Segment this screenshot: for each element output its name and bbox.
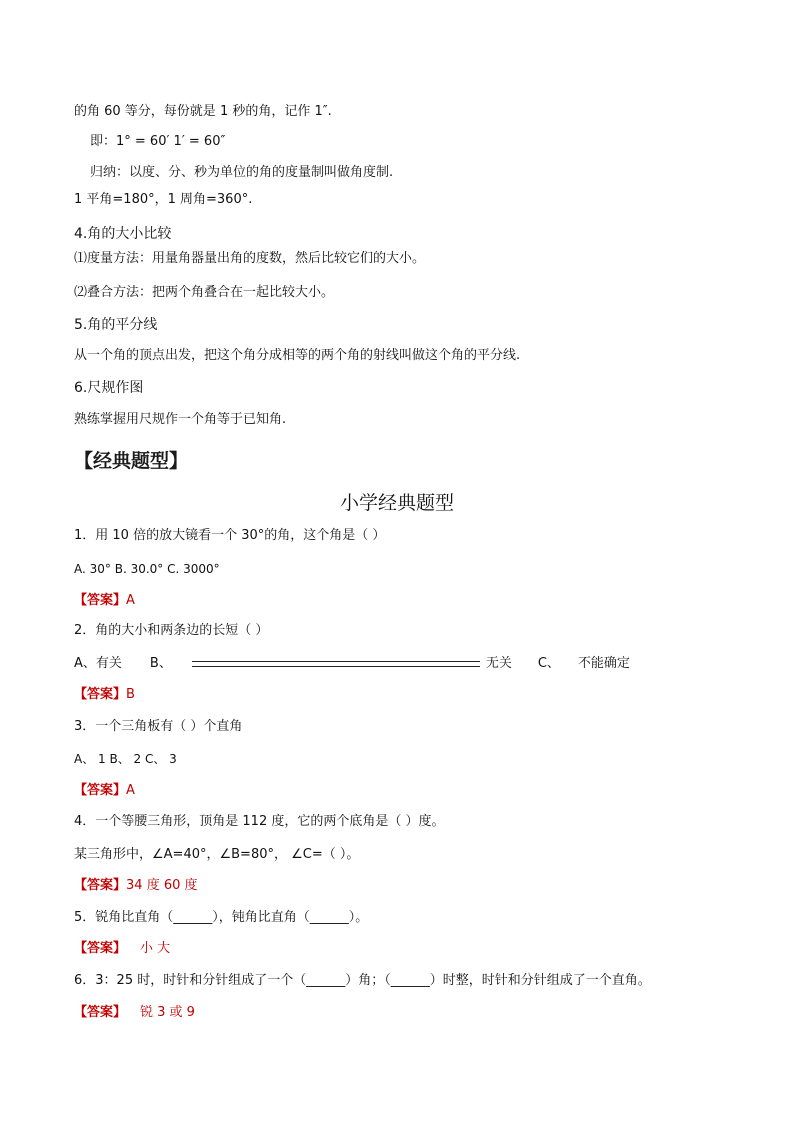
- question-5: 5．锐角比直角（______），钝角比直角（______）。: [74, 910, 369, 925]
- question-2: 2．角的大小和两条边的长短（ ）: [74, 623, 269, 638]
- answer-label: 【答案】: [74, 687, 127, 702]
- answer-3: [74, 782, 135, 800]
- intro-line-4: 1 平角=180°，1 周角=360°.: [74, 192, 253, 207]
- option-c-text: 不能确定: [577, 656, 630, 671]
- section-line-bisector: 从一个角的顶点出发，把这个角分成相等的两个角的射线叫做这个角的平分线.: [74, 348, 521, 363]
- question-6: 6．3：25 时，时针和分针组成了一个（______）角；（______）时整，时针和分针组成了一个直角。: [74, 973, 651, 988]
- intro-line-1: 的角 60 等分，每份就是 1 秒的角，记作 1″.: [74, 104, 332, 119]
- answer-value: A: [126, 593, 135, 608]
- section-line-construction: 熟练掌握用尺规作一个角等于已知角.: [74, 412, 287, 427]
- intro-line-3: 归纳：以度、分、秒为单位的角的度量制叫做角度制.: [90, 165, 394, 180]
- answer-value: A: [126, 783, 135, 798]
- question-4-line-2: 某三角形中，∠A=40°，∠B=80°， ∠C=（ ）。: [74, 847, 360, 862]
- answer-1: [74, 592, 135, 610]
- question-3-options: A、 1 B、 2 C、 3: [74, 752, 177, 766]
- question-1: 1．用 10 倍的放大镜看一个 30°的角，这个角是（ ）: [74, 528, 386, 543]
- option-c: C、: [537, 656, 560, 671]
- option-a: A、有关: [74, 656, 122, 671]
- answer-4: [74, 877, 198, 895]
- answer-5: [74, 940, 170, 958]
- answer-label: 【答案】: [74, 1005, 127, 1020]
- underline-blank: [192, 661, 480, 667]
- question-3: 3．一个三角板有（ ）个直角: [74, 719, 243, 734]
- answer-label: 【答案】: [74, 878, 127, 893]
- option-b-text: 无关: [485, 656, 512, 671]
- answer-value: 小 大: [140, 941, 171, 956]
- answer-value: 锐 3 或 9: [140, 1005, 195, 1020]
- intro-line-2: 即：1° = 60′ 1′ = 60″: [90, 134, 226, 149]
- section-line-overlay: ⑵叠合方法：把两个角叠合在一起比较大小。: [74, 285, 335, 300]
- section-heading-compare: 4.角的大小比较: [74, 226, 172, 242]
- section-heading-bisector: 5.角的平分线: [74, 317, 158, 333]
- center-title: 小学经典题型: [339, 492, 454, 514]
- question-4: 4．一个等腰三角形，顶角是 112 度，它的两个底角是（ ）度。: [74, 814, 445, 829]
- answer-label: 【答案】: [74, 941, 127, 956]
- answer-value: B: [126, 687, 135, 702]
- answer-label: 【答案】: [74, 783, 127, 798]
- answer-6: [74, 1004, 195, 1022]
- answer-2: [74, 686, 135, 704]
- question-2-options: [74, 655, 630, 673]
- option-b: B、: [149, 656, 172, 671]
- section-title: 【经典题型】: [74, 450, 189, 472]
- section-line-measure: ⑴度量方法：用量角器量出角的度数，然后比较它们的大小。: [74, 251, 426, 266]
- section-heading-construction: 6.尺规作图: [74, 380, 144, 396]
- question-1-options: A. 30° B. 30.0° C. 3000°: [74, 562, 220, 576]
- answer-value: 34 度 60 度: [126, 878, 198, 893]
- answer-label: 【答案】: [74, 593, 127, 608]
